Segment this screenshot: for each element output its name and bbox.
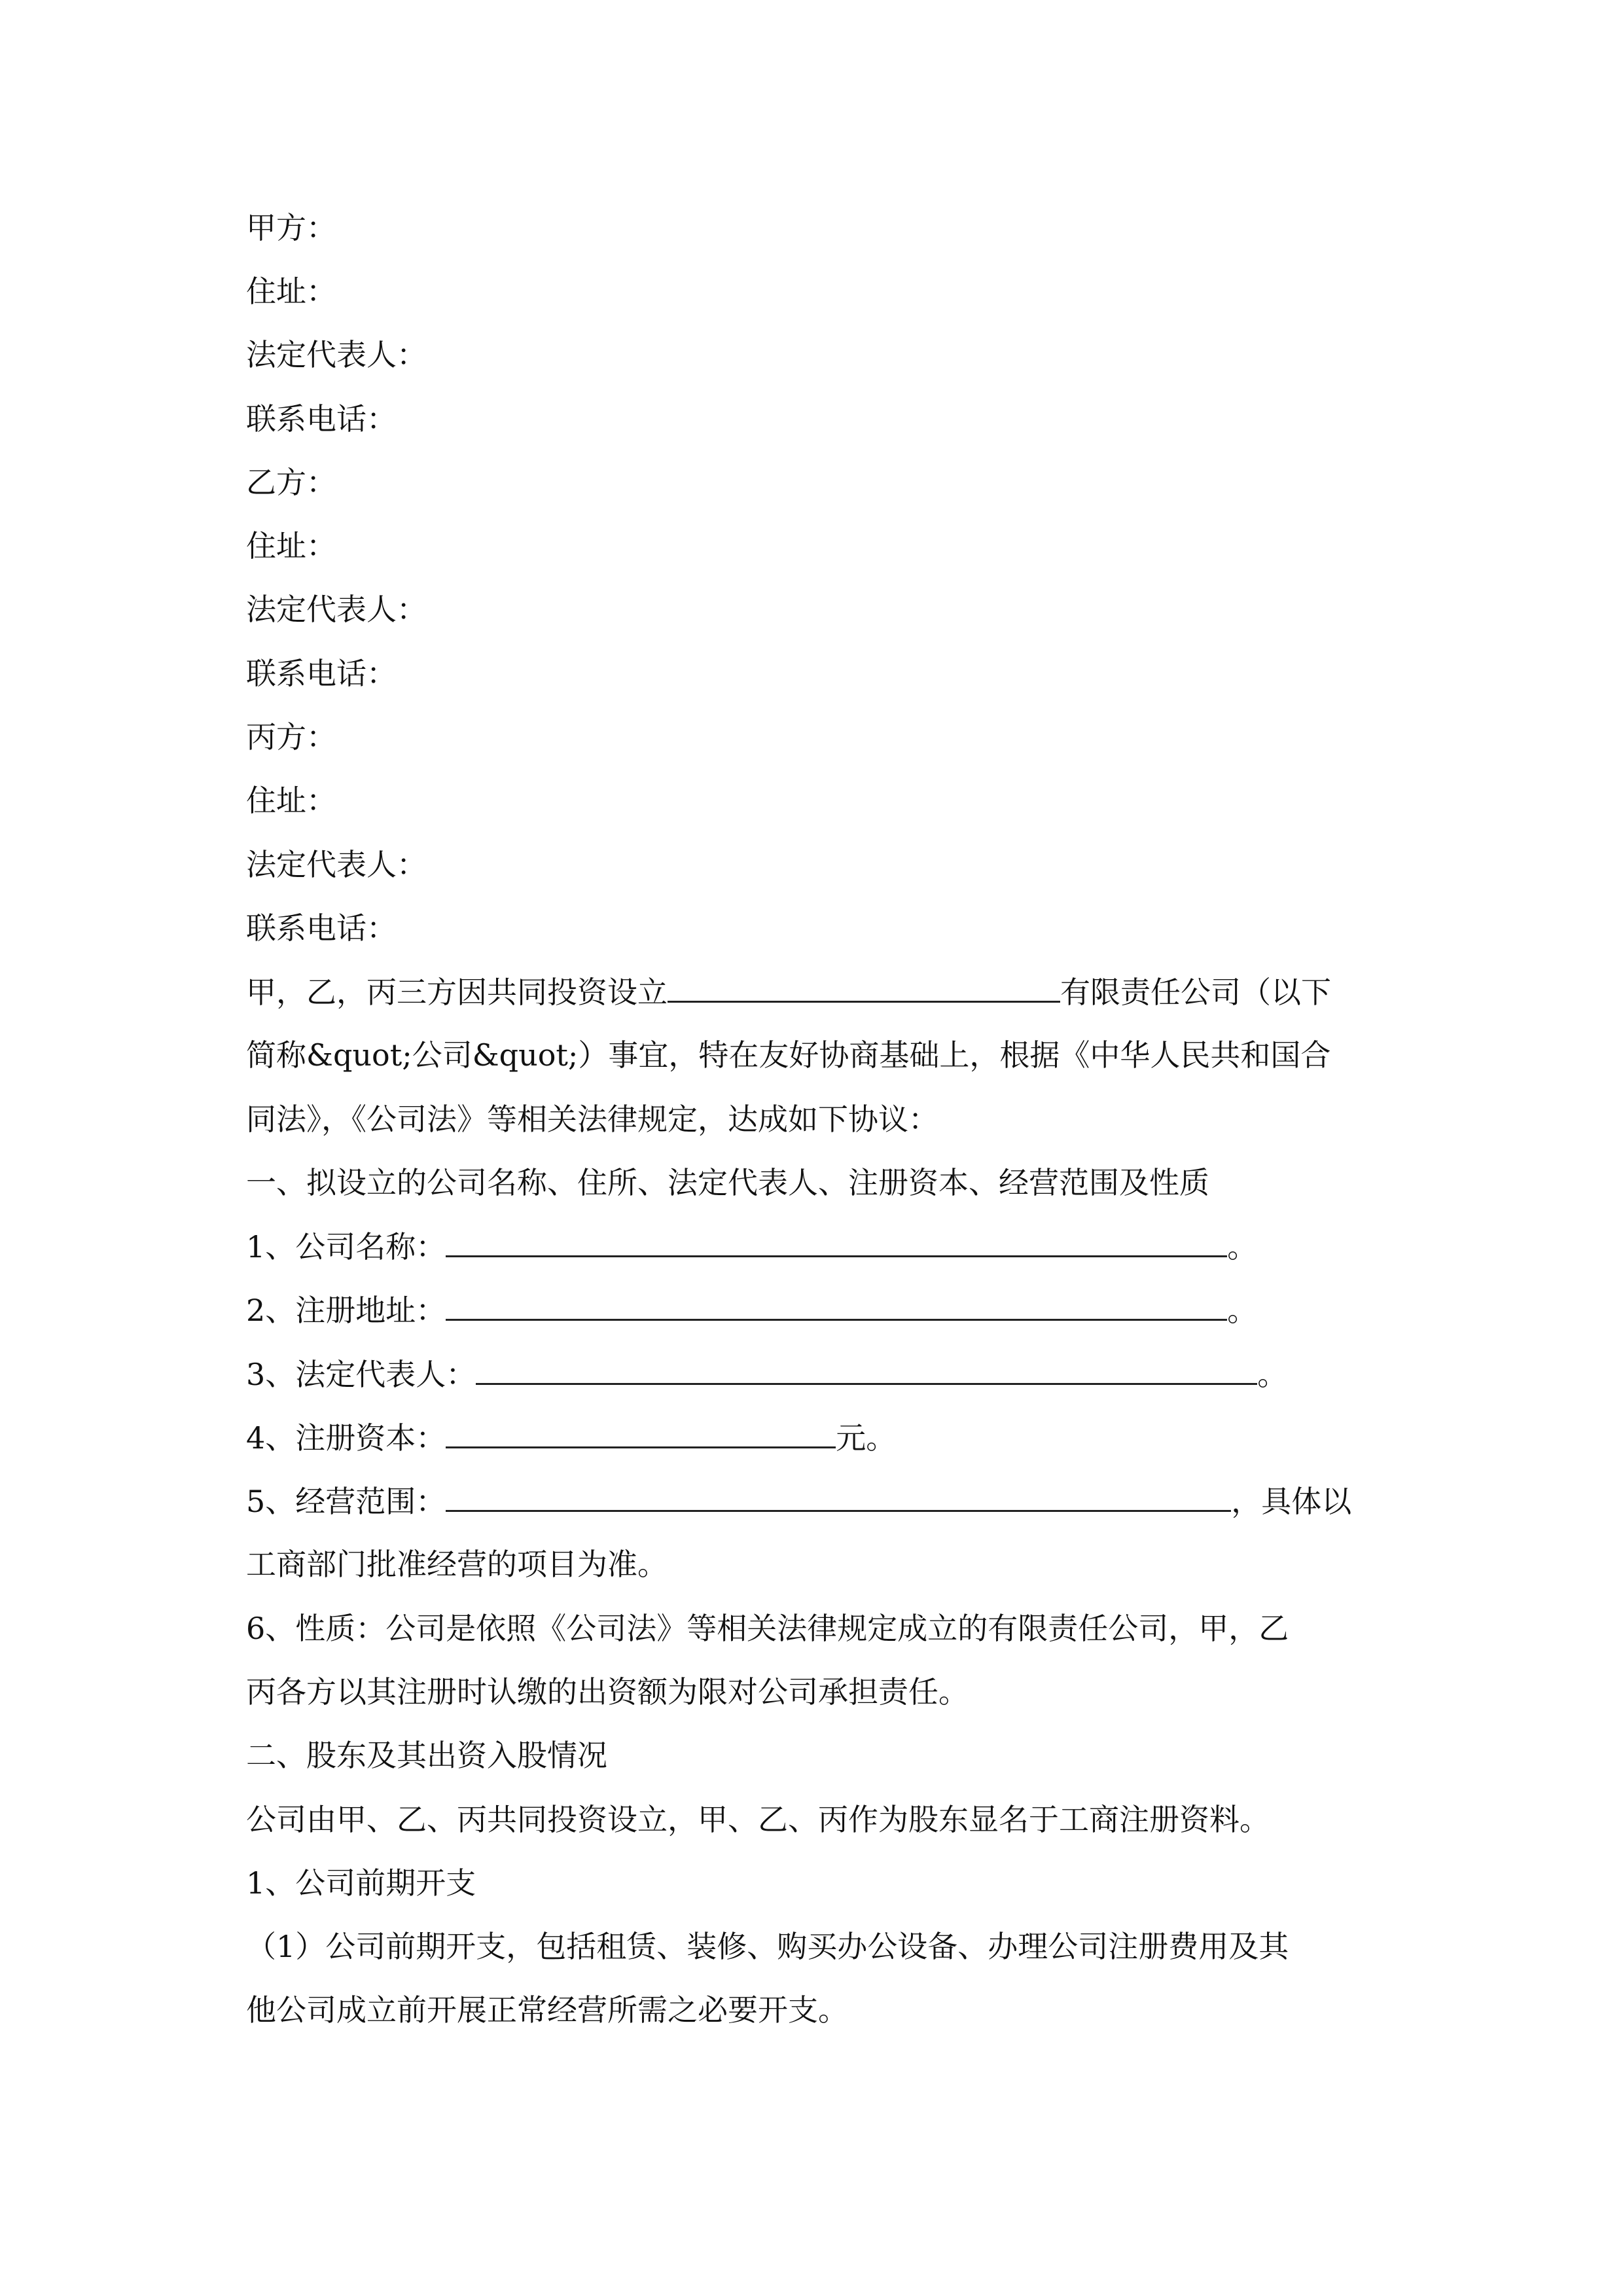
party-c-rep: 法定代表人：: [246, 847, 427, 882]
party-b-address: 住址：: [246, 528, 336, 564]
item-registered-address: 2、注册地址： 。: [246, 1290, 1257, 1329]
company-name-field: [446, 1227, 1227, 1257]
section-2-heading: 二、股东及其出资入股情况: [246, 1738, 607, 1773]
subsection-1-para-line-1: （1）公司前期开支，包括租赁、装修、购买办公设备、办理公司注册费用及其: [246, 1929, 1289, 1964]
legal-rep-field: [476, 1354, 1257, 1385]
preamble-line-3: 同法》，《公司法》等相关法律规定，达成如下协议：: [246, 1102, 938, 1137]
party-b-rep: 法定代表人：: [246, 592, 427, 627]
party-a-address: 住址：: [246, 274, 336, 309]
party-b-phone: 联系电话：: [246, 656, 397, 691]
item-business-scope: 5、经营范围： ，具体以: [246, 1481, 1351, 1520]
section-1-heading: 一、拟设立的公司名称、住所、法定代表人、注册资本、经营范围及性质: [246, 1165, 1209, 1200]
registered-address-field: [446, 1290, 1227, 1321]
item-nature-line-2: 丙各方以其注册时认缴的出资额为限对公司承担责任。: [246, 1674, 969, 1710]
subsection-1-heading: 1、公司前期开支: [246, 1865, 476, 1901]
section-2-intro: 公司由甲、乙、丙共同投资设立，甲、乙、丙作为股东显名于工商注册资料。: [246, 1802, 1270, 1837]
party-c-phone: 联系电话：: [246, 910, 397, 946]
company-name-blank: [668, 972, 1060, 1003]
item-company-name: 1、公司名称： 。: [246, 1227, 1257, 1266]
preamble-line-1: 甲，乙，丙三方因共同投资设立 有限责任公司（以下: [246, 972, 1331, 1011]
item-legal-rep: 3、法定代表人： 。: [246, 1354, 1287, 1393]
party-a-phone: 联系电话：: [246, 401, 397, 437]
subsection-1-para-line-2: 他公司成立前开展正常经营所需之必要开支。: [246, 1992, 848, 2028]
item-business-scope-cont: 工商部门批准经营的项目为准。: [246, 1547, 668, 1582]
party-c-name: 丙方：: [246, 719, 336, 755]
preamble-line-2: 简称&quot;公司&quot;）事宜，特在友好协商基础上，根据《中华人民共和国合: [246, 1037, 1331, 1073]
item-nature-line-1: 6、性质：公司是依照《公司法》等相关法律规定成立的有限责任公司，甲，乙: [246, 1611, 1289, 1646]
party-a-name: 甲方：: [246, 210, 336, 245]
business-scope-field: [446, 1481, 1231, 1512]
party-c-address: 住址：: [246, 783, 336, 818]
item-registered-capital: 4、注册资本： 元。: [246, 1418, 896, 1457]
party-a-rep: 法定代表人：: [246, 337, 427, 372]
registered-capital-field: [446, 1418, 836, 1448]
party-b-name: 乙方：: [246, 465, 336, 500]
